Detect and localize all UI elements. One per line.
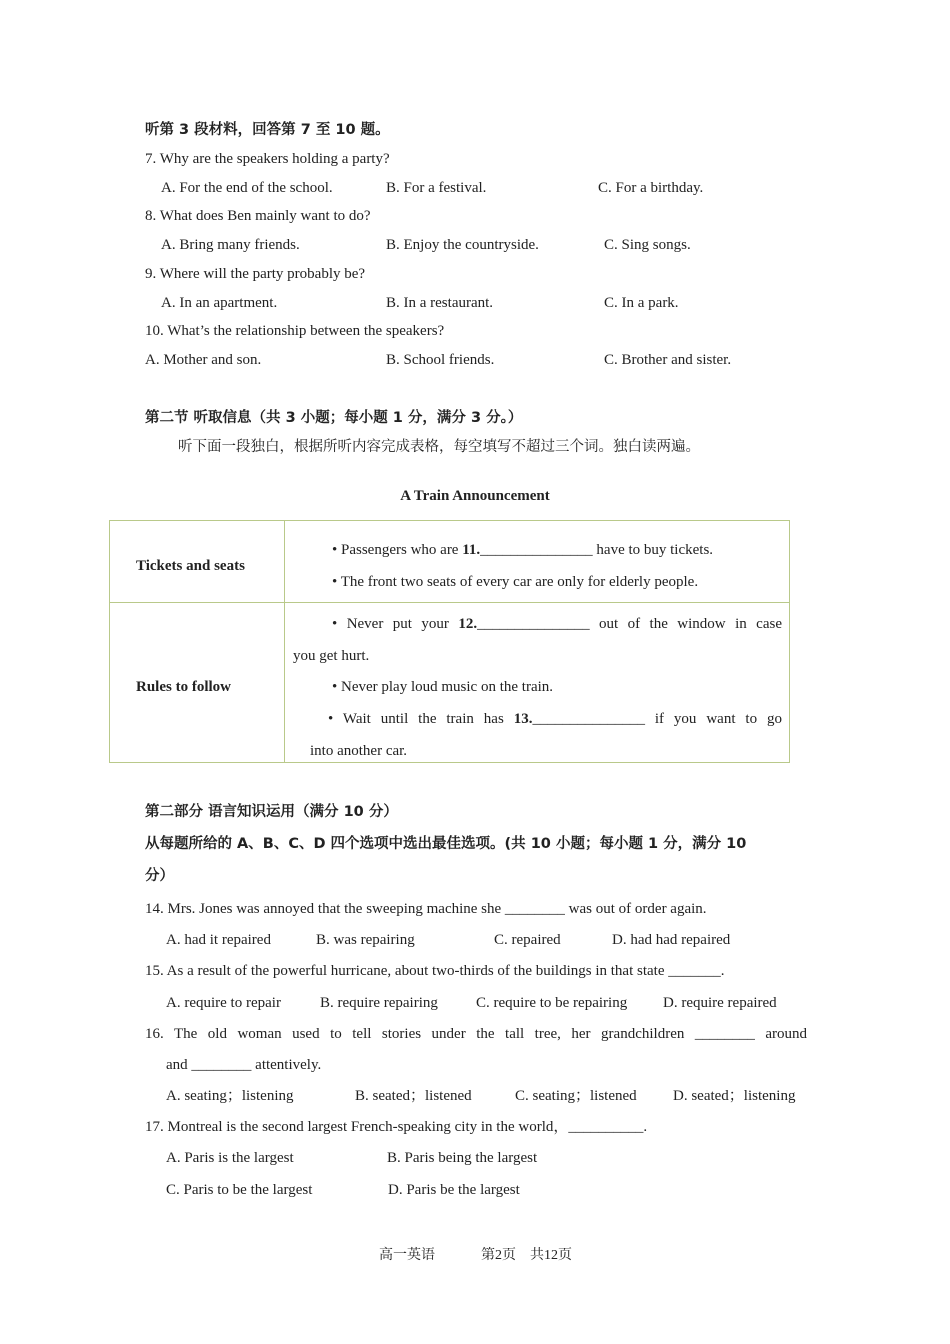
q16-option-d: D. seated；listening <box>673 1088 796 1104</box>
q9-option-c: C. In a park. <box>604 295 679 311</box>
q17-option-a: A. Paris is the largest <box>166 1150 294 1166</box>
q7-option-b: B. For a festival. <box>386 180 487 196</box>
language-heading: 第二部分 语言知识运用（满分 10 分） <box>145 804 398 820</box>
q8-option-b: B. Enjoy the countryside. <box>386 237 539 253</box>
q9-option-b: B. In a restaurant. <box>386 295 494 311</box>
blank-11[interactable]: _______________ <box>480 542 593 558</box>
q7-stem: 7. Why are the speakers holding a party? <box>145 151 390 167</box>
q16-stem-line2: and ________ attentively. <box>166 1057 322 1073</box>
q17-option-d: D. Paris be the largest <box>388 1182 520 1198</box>
q16-option-a: A. seating；listening <box>166 1088 294 1104</box>
q8-option-c: C. Sing songs. <box>604 237 691 253</box>
row-label-tickets: Tickets and seats <box>136 558 245 574</box>
section3-heading: 听第 3 段材料，回答第 7 至 10 题。 <box>145 122 390 138</box>
row2-line1: • Never put your 12._______________ out of the window in case <box>332 616 782 632</box>
q17-option-b: B. Paris being the largest <box>387 1150 538 1166</box>
q7-option-a: A. For the end of the school. <box>161 180 333 196</box>
q10-option-c: C. Brother and sister. <box>604 352 732 368</box>
blank-13[interactable]: _______________ <box>532 711 645 727</box>
q7-option-c: C. For a birthday. <box>598 180 704 196</box>
table-title: A Train Announcement <box>400 488 550 504</box>
q16-option-c: C. seating；listened <box>515 1088 637 1104</box>
language-instruction-line1: 从每题所给的 A、B、C、D 四个选项中选出最佳选项。(共 10 小题；每小题 1 分，满分 10 <box>145 836 747 852</box>
q14-option-a: A. had it repaired <box>166 932 271 948</box>
row2-line2: • Never play loud music on the train. <box>332 679 554 695</box>
q15-option-b: B. require repairing <box>320 995 438 1011</box>
q14-stem: 14. Mrs. Jones was annoyed that the sweeping machine she ________ was out of order again. <box>145 901 707 917</box>
q14-option-d: D. had had repaired <box>612 932 731 948</box>
q10-option-b: B. School friends. <box>386 352 495 368</box>
row1-line1: • Passengers who are 11._______________ have to buy tickets. <box>332 542 714 558</box>
q8-stem: 8. What does Ben mainly want to do? <box>145 208 371 224</box>
q8-option-a: A. Bring many friends. <box>161 237 300 253</box>
q16-stem-line1: 16. The old woman used to tell stories under the tall tree, her grandchildren ________ around <box>145 1026 807 1042</box>
q10-option-a: A. Mother and son. <box>145 352 262 368</box>
row1-line2: • The front two seats of every car are only for elderly people. <box>332 574 699 590</box>
q17-stem: 17. Montreal is the second largest French-speaking city in the world，__________. <box>145 1119 648 1135</box>
q9-stem: 9. Where will the party probably be? <box>145 266 366 282</box>
q17-option-c: C. Paris to be the largest <box>166 1182 313 1198</box>
footer-page: 第2页 <box>481 1248 516 1263</box>
part2-heading: 第二节 听取信息（共 3 小题；每小题 1 分，满分 3 分。） <box>145 410 523 426</box>
q14-option-b: B. was repairing <box>316 932 415 948</box>
q15-option-a: A. require to repair <box>166 995 281 1011</box>
row2-line3-cont: into another car. <box>310 743 408 759</box>
footer-total: 共12页 <box>530 1248 572 1263</box>
q15-stem: 15. As a result of the powerful hurricane, about two-thirds of the buildings in that state _______. <box>145 963 725 979</box>
language-instruction-line2: 分） <box>145 868 174 884</box>
q9-option-a: A. In an apartment. <box>161 295 278 311</box>
row-label-rules: Rules to follow <box>136 679 231 695</box>
part2-instruction: 听下面一段独白，根据所听内容完成表格，每空填写不超过三个词。独白读两遍。 <box>178 439 700 455</box>
q15-option-d: D. require repaired <box>663 995 777 1011</box>
footer-subject: 高一英语 <box>379 1248 435 1263</box>
q14-option-c: C. repaired <box>494 932 561 948</box>
q16-option-b: B. seated；listened <box>355 1088 472 1104</box>
row2-line3: • Wait until the train has 13._______________ if you want to go <box>328 711 782 727</box>
q15-option-c: C. require to be repairing <box>476 995 628 1011</box>
blank-12[interactable]: _______________ <box>477 616 590 632</box>
row2-line1-cont: you get hurt. <box>293 648 370 664</box>
q10-stem: 10. What’s the relationship between the speakers? <box>145 323 445 339</box>
